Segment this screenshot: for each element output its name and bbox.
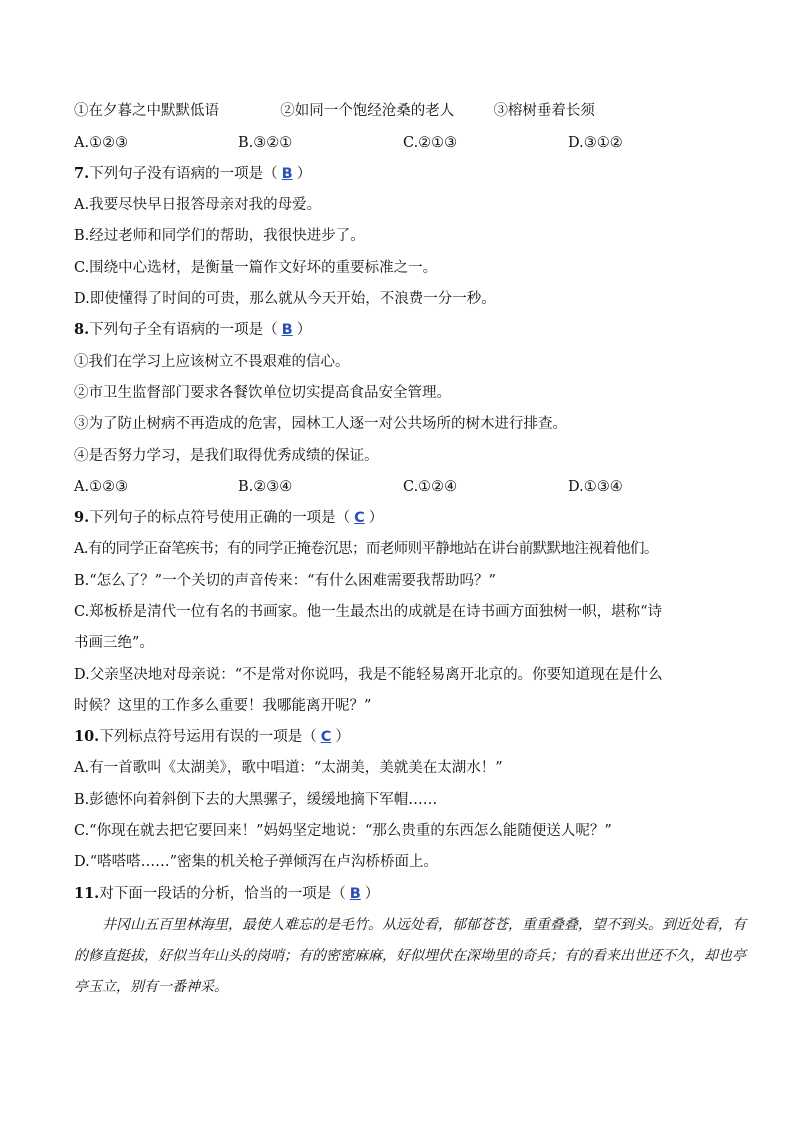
q11-answer: B xyxy=(349,886,361,902)
q10-stem-text: 下列标点符号运用有误的一项是（ xyxy=(99,729,317,745)
q9-option-d[interactable]: D.父亲坚决地对母亲说：“不是常对你说吗，我是不能轻易离开北京的。你要知道现在是什么 xyxy=(74,667,663,683)
q8-sentence-1: ①我们在学习上应该树立不畏艰难的信心。 xyxy=(74,354,350,370)
q6-item-1: ①在夕暮之中默默低语 xyxy=(74,103,219,119)
q8-option-c[interactable]: C.①②④ xyxy=(403,479,458,495)
q7-option-b[interactable]: B.经过老师和同学们的帮助，我很快进步了。 xyxy=(74,228,365,244)
q8-option-b[interactable]: B.②③④ xyxy=(238,479,293,495)
q7-stem: 7.下列句子没有语病的一项是（ B ） xyxy=(74,165,312,182)
q9-stem-text: 下列句子的标点符号使用正确的一项是（ xyxy=(89,510,351,526)
q11-stem-text: 对下面一段话的分析，恰当的一项是（ xyxy=(99,886,346,902)
q9-option-d-cont: 时候？这里的工作多么重要！我哪能离开呢？” xyxy=(74,698,372,714)
q8-option-a[interactable]: A.①②③ xyxy=(74,479,129,495)
q9-answer: C xyxy=(354,510,365,526)
q9-option-b[interactable]: B.“怎么了？”一个关切的声音传来：“有什么困难需要我帮助吗？” xyxy=(74,573,496,589)
q7-option-d[interactable]: D.即使懂得了时间的可贵，那么就从今天开始，不浪费一分一秒。 xyxy=(74,291,496,307)
q6-items-row xyxy=(74,101,595,121)
q9-option-c[interactable]: C.郑板桥是清代一位有名的书画家。他一生最杰出的成就是在诗书画方面独树一帜，堪称“诗 xyxy=(74,604,663,620)
q11-stem: 11.对下面一段话的分析，恰当的一项是（ B ） xyxy=(74,885,380,902)
q9-number: 9. xyxy=(74,509,90,526)
q6-option-a[interactable]: A.①②③ xyxy=(74,135,129,151)
q10-number: 10. xyxy=(74,728,100,745)
q8-number: 8. xyxy=(74,321,90,338)
q7-number: 7. xyxy=(74,165,90,182)
q10-option-d[interactable]: D.“嗒嗒嗒……”密集的机关枪子弹倾泻在卢沟桥桥面上。 xyxy=(74,854,439,870)
q8-stem: 8.下列句子全有语病的一项是（ B ） xyxy=(74,321,312,338)
q8-sentence-2: ②市卫生监督部门要求各餐饮单位切实提高食品安全管理。 xyxy=(74,385,451,401)
q10-answer: C xyxy=(320,729,332,745)
q10-option-a[interactable]: A.有一首歌叫《太湖美》，歌中唱道：“太湖美，美就美在太湖水！” xyxy=(74,760,503,776)
q6-option-d[interactable]: D.③①② xyxy=(568,135,623,151)
q7-stem-text: 下列句子没有语病的一项是（ xyxy=(89,166,278,182)
q7-option-a[interactable]: A.我要尽快早日报答母亲对我的母爱。 xyxy=(74,197,322,213)
q6-item-2: ②如同一个饱经沧桑的老人 xyxy=(280,103,455,119)
q10-stem: 10.下列标点符号运用有误的一项是（ C ） xyxy=(74,728,350,745)
q9-option-c-cont: 书画三绝”。 xyxy=(74,635,154,651)
q10-option-b[interactable]: B.彭德怀向着斜倒下去的大黑骡子，缓缓地摘下军帽…… xyxy=(74,792,438,808)
q9-stem: 9.下列句子的标点符号使用正确的一项是（ C ） xyxy=(74,509,384,526)
q8-sentence-4: ④是否努力学习，是我们取得优秀成绩的保证。 xyxy=(74,448,379,464)
q11-passage: 井冈山五百里林海里，最使人难忘的是毛竹。从远处看，郁郁苍苍，重重叠叠，望不到头。到近处看，有的修直挺拔，好似当年山头的岗哨；有的密密麻麻，好似埋伏在深坳里的奇兵；有的看来出世还不久，却也亭亭玉立，别有一番神采。 xyxy=(74,917,746,995)
q10-option-c[interactable]: C.“你现在就去把它要回来！”妈妈坚定地说：“那么贵重的东西怎么能随便送人呢？” xyxy=(74,823,612,839)
q8-sentence-3: ③为了防止树病不再造成的危害，园林工人逐一对公共场所的树木进行排查。 xyxy=(74,416,567,432)
q9-option-a[interactable]: A.有的同学正奋笔疾书；有的同学正掩卷沉思；而老师则平静地站在讲台前默默地注视着他们。 xyxy=(74,541,658,557)
q6-option-b[interactable]: B.③②① xyxy=(238,135,293,151)
q6-item-3: ③榕树垂着长须 xyxy=(493,103,595,119)
q8-answer: B xyxy=(281,322,293,338)
q7-option-c[interactable]: C.围绕中心选材，是衡量一篇作文好坏的重要标准之一。 xyxy=(74,260,438,276)
q6-option-c[interactable]: C.②①③ xyxy=(403,135,458,151)
q11-number: 11. xyxy=(74,885,100,902)
q7-answer: B xyxy=(281,166,293,182)
q8-stem-text: 下列句子全有语病的一项是（ xyxy=(89,322,278,338)
q8-option-d[interactable]: D.①③④ xyxy=(568,479,623,495)
